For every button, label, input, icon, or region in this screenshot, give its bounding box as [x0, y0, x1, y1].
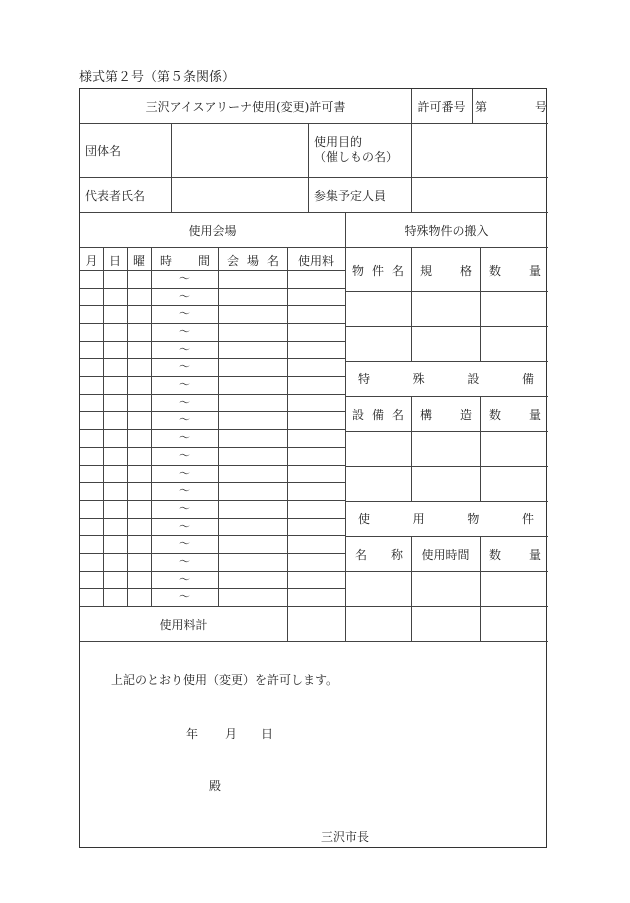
- permit-number-suffix: 号: [535, 100, 548, 114]
- fee-total-label: 使用料計: [159, 618, 208, 632]
- time-separator: 〜: [179, 396, 190, 409]
- header-usage-time: 使用時間: [421, 548, 470, 562]
- time-separator: 〜: [179, 290, 190, 303]
- header-usage-qty: 数 量: [489, 548, 541, 562]
- header-spec: 規 格: [420, 264, 472, 278]
- header-fee: 使用料: [297, 254, 334, 268]
- form-title: 三沢アイスアリーナ使用(変更)許可書: [145, 100, 346, 114]
- time-separator: 〜: [179, 413, 190, 426]
- header-weekday: 曜: [132, 254, 145, 268]
- time-separator: 〜: [179, 573, 190, 586]
- header-equipment-name: 設 備 名: [352, 408, 404, 422]
- special-items-title: 特殊物件の搬入: [404, 224, 489, 238]
- time-separator: 〜: [179, 520, 190, 533]
- header-equipment-qty: 数 量: [489, 408, 541, 422]
- header-venue-name: 会 場 名: [227, 254, 279, 268]
- time-separator: 〜: [179, 537, 190, 550]
- date-month: 月: [225, 727, 238, 741]
- time-separator: 〜: [179, 272, 190, 285]
- date-year: 年: [186, 727, 199, 741]
- usage-items-title: 使 用 物 件: [358, 512, 534, 526]
- representative-label: 代表者氏名: [85, 189, 146, 203]
- group-name-label: 団体名: [85, 144, 122, 158]
- permit-form: [79, 88, 547, 848]
- venue-section-title: 使用会場: [188, 224, 237, 238]
- time-separator: 〜: [179, 325, 190, 338]
- time-separator: 〜: [179, 307, 190, 320]
- addressee-suffix: 殿: [209, 779, 222, 793]
- issuer: 三沢市長: [321, 830, 370, 844]
- form-id: 様式第２号（第５条関係）: [79, 70, 236, 85]
- time-separator: 〜: [179, 555, 190, 568]
- time-separator: 〜: [179, 590, 190, 603]
- header-month: 月: [85, 254, 98, 268]
- special-equipment-title: 特 殊 設 備: [358, 372, 534, 386]
- time-separator: 〜: [179, 360, 190, 373]
- time-separator: 〜: [179, 484, 190, 497]
- time-separator: 〜: [179, 431, 190, 444]
- time-separator: 〜: [179, 378, 190, 391]
- header-item-qty: 数 量: [489, 264, 541, 278]
- header-day: 日: [108, 254, 121, 268]
- attendance-label: 参集予定人員: [314, 189, 387, 203]
- time-separator: 〜: [179, 502, 190, 515]
- header-time: 時 間: [160, 254, 210, 268]
- date-day: 日: [261, 727, 274, 741]
- time-separator: 〜: [179, 343, 190, 356]
- time-separator: 〜: [179, 467, 190, 480]
- time-separator: 〜: [179, 449, 190, 462]
- purpose-label: 使用目的 （催しもの名）: [314, 135, 399, 164]
- permit-number-label: 許可番号: [417, 100, 466, 114]
- approval-text: 上記のとおり使用（変更）を許可します。: [111, 673, 339, 687]
- header-usage-name: 名 称: [355, 548, 403, 562]
- header-structure: 構 造: [420, 408, 472, 422]
- header-item-name: 物 件 名: [352, 264, 404, 278]
- permit-number-prefix: 第: [475, 100, 488, 114]
